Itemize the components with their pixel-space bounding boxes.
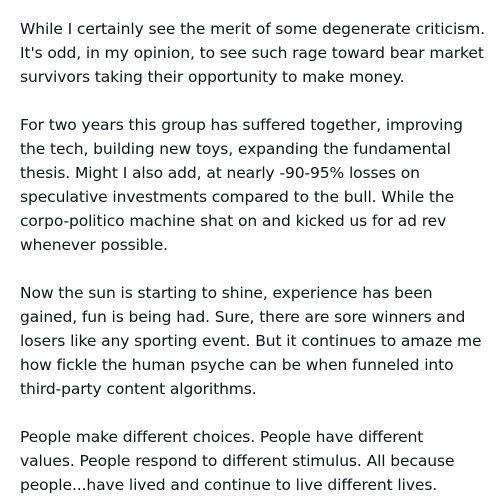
post-body [20,17,490,497]
paragraph-4: People make different choices. People have different values. People respond to different stimulus. All because people...have lived and continue to live different lives. [20,428,455,494]
paragraph-2: For two years this group has suffered together, improving the tech, building new toys, expanding the fundamental thesis. Might I also add, at nearly -90-95% losses on speculative investments compared to the bull. While the corpo-politico machine shat on and kicked us for ad rev whenever possible. [20,116,463,254]
paragraph-1: While I certainly see the merit of some degenerate criticism. It's odd, in my opinion, to see such rage toward bear market survivors taking their opportunity to make money. [20,20,485,86]
paragraph-3: Now the sun is starting to shine, experience has been gained, fun is being had. Sure, there are sore winners and losers like any sporting event. But it continues to amaze me how fickle the human psyche can be when funneled into third-party content algorithms. [20,284,482,398]
